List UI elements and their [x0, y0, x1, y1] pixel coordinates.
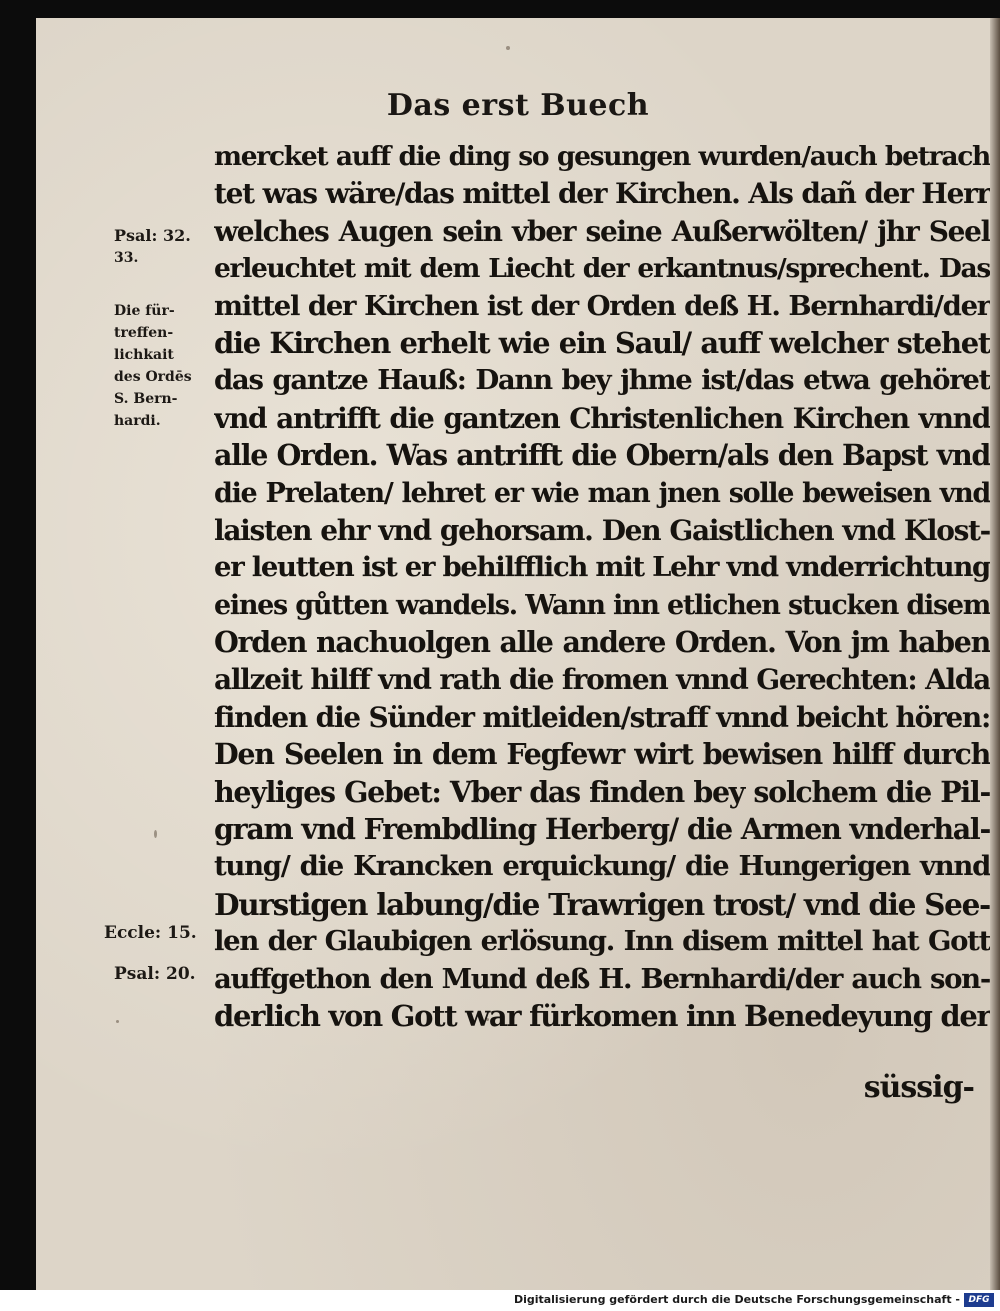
paper-speck	[116, 1020, 119, 1023]
text-line: gram vnd Frembdling Herberg/ die Armen vnderhal-	[214, 812, 990, 847]
running-header: Das erst Buech	[386, 88, 650, 123]
margin-note-line: S. Bern-	[114, 391, 178, 407]
margin-note-side	[114, 300, 192, 432]
text-line: heyliges Gebet: Vber das finden bey solchem die Pil-	[214, 774, 990, 809]
margin-note-psalm-32	[114, 225, 191, 269]
text-line: die Kirchen erhelt wie ein Saul/ auff welcher stehet	[214, 325, 990, 360]
margin-note-line: Die für-	[114, 303, 175, 319]
margin-note-line: lichkait	[114, 347, 174, 363]
page-edge	[990, 18, 1000, 1290]
text-line: Den Seelen in dem Fegfewr wirt bewisen hilff durch	[214, 737, 990, 772]
text-line: tet was wäre/das mittel der Kirchen. Als dañ der Herr	[214, 177, 990, 211]
text-line: eines gůtten wandels. Wann inn etlichen stucken disem	[214, 589, 990, 621]
margin-note-line: treffen-	[114, 325, 174, 341]
body-text	[214, 138, 990, 1035]
text-line: mercket auff die ding so gesungen wurden/auch betrach	[214, 141, 990, 172]
margin-note-line: hardi.	[114, 413, 161, 429]
text-line: Orden nachuolgen alle andere Orden. Von jm haben	[214, 625, 990, 660]
text-line: allzeit hilff vnd rath die fromen vnnd Gerechten: Alda	[214, 663, 990, 697]
margin-note-ecclesiasticus: Eccle: 15.	[104, 923, 197, 943]
text-line: mittel der Kirchen ist der Orden deß H. Bernhardi/der	[214, 289, 990, 322]
text-line: erleuchtet mit dem Liecht der erkantnus/sprechent. Das	[214, 253, 990, 285]
dfg-logo: DFG	[964, 1293, 994, 1307]
catchword: süssig-	[863, 1070, 974, 1105]
text-line: vnd antrifft die gantzen Christenlichen Kirchen vnnd	[214, 401, 990, 435]
text-line: die Prelaten/ lehret er wie man jnen solle beweisen vnd	[214, 477, 990, 509]
book-page	[36, 18, 1000, 1290]
text-line: tung/ die Krancken erquickung/ die Hungerigen vnnd	[214, 850, 990, 883]
margin-note-line: 33.	[114, 250, 139, 266]
text-line: derlich von Gott war fürkomen inn Benedeyung der	[214, 998, 990, 1033]
text-line: er leutten ist er behilfflich mit Lehr vnd vnderrichtung	[214, 551, 990, 584]
margin-note-line: des Ordēs	[114, 369, 192, 385]
text-line: auffgethon den Mund deß H. Bernhardi/der auch son-	[214, 962, 990, 995]
text-line: alle Orden. Was antrifft die Obern/als den Bapst vnd	[214, 438, 990, 473]
text-line: Durstigen labung/die Trawrigen trost/ vnd die See-	[214, 886, 990, 922]
text-line: len der Glaubigen erlösung. Inn disem mittel hat Gott	[214, 925, 990, 958]
margin-note-line: Psal: 32.	[114, 226, 191, 245]
text-line: finden die Sünder mitleiden/straff vnnd beicht hören:	[214, 700, 990, 734]
margin-note-psalm-20: Psal: 20.	[114, 964, 196, 984]
text-line: das gantze Hauß: Dann bey jhme ist/das etwa gehöret	[214, 364, 990, 397]
paper-speck	[506, 46, 510, 50]
footer-bar	[0, 1290, 1000, 1311]
text-line: welches Augen sein vber seine Außerwölten/ jhr Seel	[214, 214, 990, 248]
footer-credit: Digitalisierung gefördert durch die Deutsche Forschungsgemeinschaft -	[513, 1293, 960, 1306]
text-line: laisten ehr vnd gehorsam. Den Gaistlichen vnd Klost-	[214, 513, 990, 547]
paper-speck	[154, 830, 157, 838]
